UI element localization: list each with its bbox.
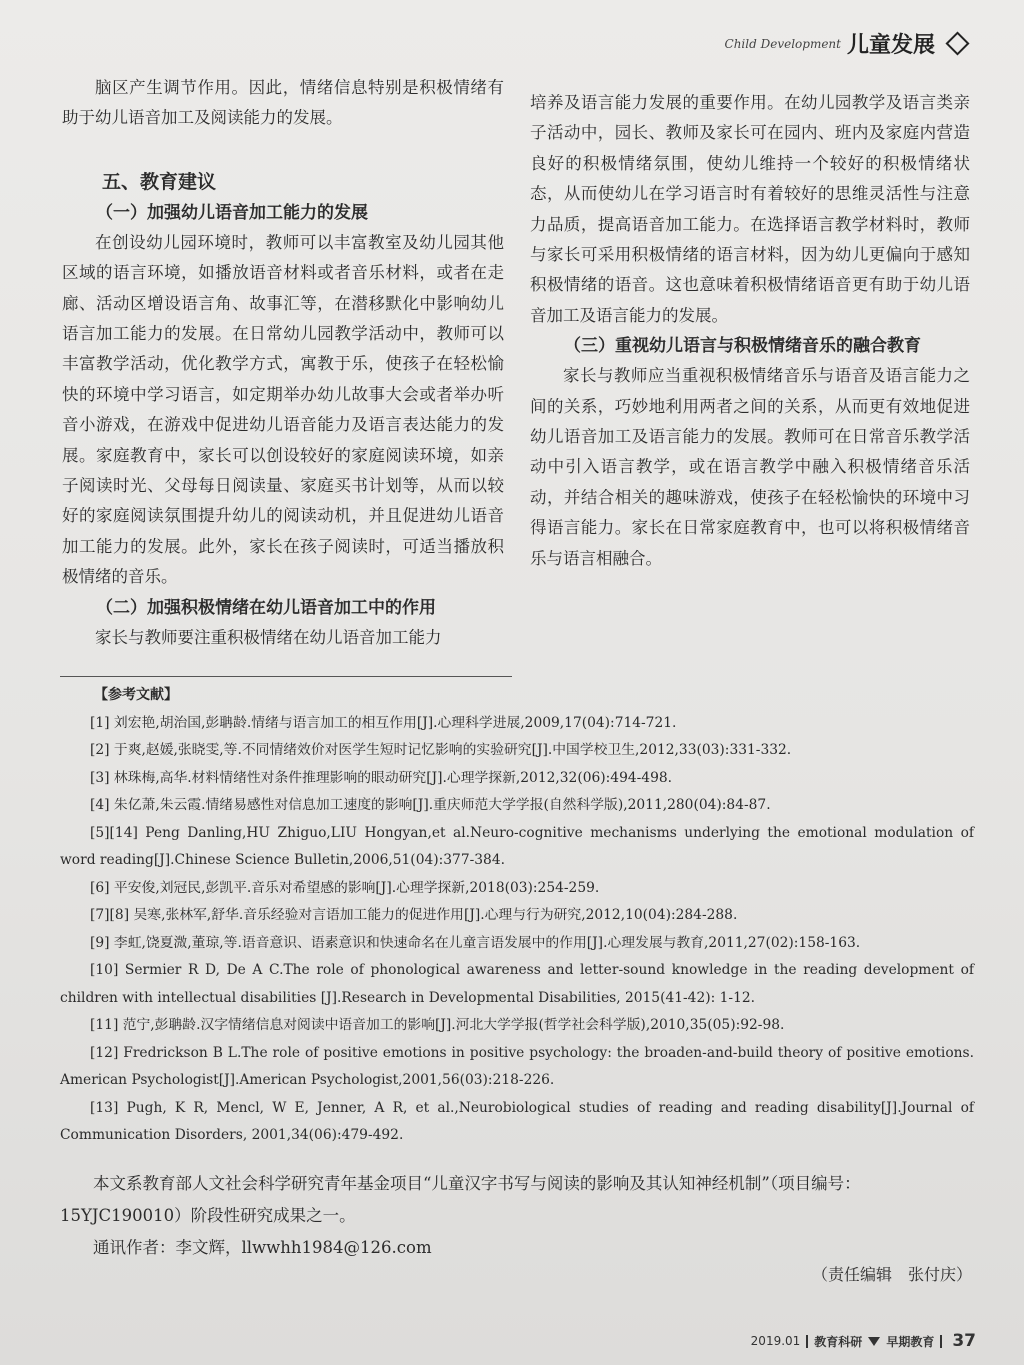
reference-item: [1] 刘宏艳,胡治国,彭聃龄.情绪与语言加工的相互作用[J].心理科学进展,2009,17(04):714-721. (90, 714, 677, 731)
subsection-2-text: 家长与教师要注重积极情绪在幼儿语音加工能力 (95, 627, 442, 647)
section-header-english: Child Development (724, 36, 841, 51)
subsection-1-text: 在创设幼儿园环境时，教师可以丰富教室及幼儿园其他区域的语言环境，如播放语音材料或者音乐材料，或者在走廊、活动区增设语言角、故事汇等，在潜移默化中影响幼儿语言加工能力的发展。在日常幼儿园教学活动中，教师可以丰富教学活动，优化教学方式，寓教于乐，使孩子在轻松愉快的环境中学习语言，如定期举办幼儿故事大会或者举办听音小游戏，在游戏中促进幼儿语音能力及语言表达能力的发展。家庭教育中，家长可以创设较好的家庭阅读环境，如亲子阅读时光、父母每日阅读量、家庭买书计划等，从而以较好的家庭阅读氛围提升幼儿的阅读动机，并且促进幼儿语音加工能力的发展。此外，家长在孩子阅读时，可适当播放积极情绪的音乐。 (62, 232, 504, 587)
reference-item: [12] Fredrickson B L.The role of positive emotions in positive psychology: the broaden-and-build theory of positive emotions. American Psychologist[J].American Psychologist,2001,56(03):218-226. (60, 1044, 974, 1088)
subsection-3-text: 家长与教师应当重视积极情绪音乐与语音及语言能力之间的关系，巧妙地利用两者之间的关系，从而更有效地促进幼儿语音加工及语言能力的发展。教师可在日常音乐教学活动中引入语言教学，或在语言教学中融入积极情绪音乐活动，并结合相关的趣味游戏，使孩子在轻松愉快的环境中习得语言能力。家长在日常家庭教育中，也可以将积极情绪音乐与语言相融合。 (530, 366, 970, 568)
references (60, 682, 974, 1150)
left-column (62, 73, 504, 653)
footer-issue: 早期教育 (886, 1334, 935, 1349)
footer-magazine: 教育科研 (814, 1334, 863, 1349)
reference-item: [6] 平安俊,刘冠民,彭凯平.音乐对希望感的影响[J].心理学探新,2018(03):254-259. (90, 879, 600, 896)
footer-date: 2019.01 (750, 1334, 801, 1348)
page-number: 37 (952, 1331, 976, 1351)
funding-note (60, 1168, 980, 1264)
corresponding-author: 通讯作者：李文辉，llwwhh1984@126.com (93, 1238, 432, 1257)
funding-text: 本文系教育部人文社会科学研究青年基金项目“儿童汉字书写与阅读的影响及其认知神经机制”（项目编号：15YJC190010）阶段性研究成果之一。 (60, 1174, 861, 1225)
reference-item: [11] 范宁,彭聃龄.汉字情绪信息对阅读中语音加工的影响[J].河北大学学报(哲学社会科学版),2010,35(05):92-98. (90, 1017, 785, 1033)
reference-item: [7][8] 吴寒,张林军,舒华.音乐经验对言语加工能力的促进作用[J].心理与行为研究,2012,10(04):284-288. (90, 907, 738, 923)
reference-item: [3] 林珠梅,高华.材料情绪性对条件推理影响的眼动研究[J].心理学探新,2012,32(06):494-498. (90, 769, 673, 786)
triangle-icon (868, 1337, 880, 1346)
section-title: 五、教育建议 (102, 170, 217, 193)
continuation-paragraph: 培养及语言能力发展的重要作用。在幼儿园教学及语言类亲子活动中，园长、教师及家长可在园内、班内及家庭内营造良好的积极情绪氛围，使幼儿维持一个较好的积极情绪状态，从而使幼儿在学习语言时有着较好的思维灵活性与注意力品质，提高语音加工能力。在选择语言教学材料时，教师与家长可采用积极情绪的语言材料，因为幼儿更偏向于感知积极情绪的语音。这也意味着积极情绪语音更有助于幼儿语音加工及语言能力的发展。 (530, 93, 970, 325)
reference-item: [4] 朱亿萧,朱云霞.情绪易感性对信息加工速度的影响[J].重庆师范大学学报(自然科学版),2011,280(04):84-87. (90, 797, 771, 813)
section-header-chinese: 儿童发展 (846, 33, 935, 58)
subsection-3-title: （三）重视幼儿语言与积极情绪音乐的融合教育 (564, 336, 921, 357)
right-column (530, 88, 970, 574)
section-header (725, 28, 966, 59)
responsible-editor: （责任编辑 张付庆） (811, 1265, 972, 1284)
page-footer (751, 1331, 976, 1351)
diamond-icon (945, 31, 969, 55)
footer-divider (806, 1335, 808, 1348)
reference-item: [2] 于爽,赵媛,张晓雯,等.不同情绪效价对医学生短时记忆影响的实验研究[J].中国学校卫生,2012,33(03):331-332. (90, 742, 792, 758)
subsection-1-title: （一）加强幼儿语音加工能力的发展 (96, 202, 368, 223)
subsection-2-title: （二）加强积极情绪在幼儿语音加工中的作用 (96, 597, 436, 618)
references-heading: 【参考文献】 (94, 687, 178, 703)
reference-item: [10] Sermier R D, De A C.The role of phonological awareness and letter-sound knowledge in the reading development of children with intellectual disabilities [J].Research in Developmental Disabilities, 2015(41-42): 1-12. (60, 962, 974, 1006)
footer-divider (940, 1335, 942, 1348)
opening-paragraph: 脑区产生调节作用。因此，情绪信息特别是积极情绪有助于幼儿语音加工及阅读能力的发展。 (62, 78, 504, 128)
reference-item: [5][14] Peng Danling,HU Zhiguo,LIU Hongyan,et al.Neuro-cognitive mechanisms underlying the emotional modulation of word reading[J].Chinese Science Bulletin,2006,51(04):377-384. (60, 824, 974, 868)
reference-item: [13] Pugh, K R, Mencl, W E, Jenner, A R, et al.,Neurobiological studies of reading and reading disability[J].Journal of Communication Disorders, 2001,34(06):479-492. (60, 1099, 974, 1143)
reference-item: [9] 李虹,饶夏溦,董琼,等.语音意识、语素意识和快速命名在儿童言语发展中的作用[J].心理发展与教育,2011,27(02):158-163. (90, 934, 861, 951)
references-divider (60, 676, 512, 677)
